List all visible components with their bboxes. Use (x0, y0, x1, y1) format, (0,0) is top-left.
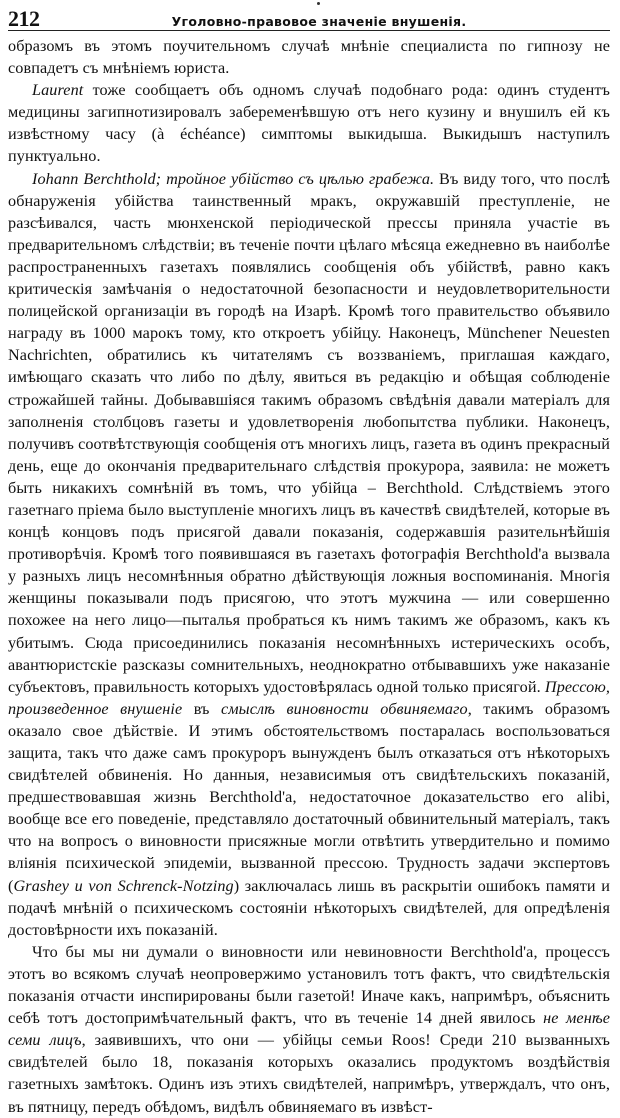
paragraph (8, 35, 610, 79)
paragraph (8, 168, 610, 941)
page-header (8, 6, 610, 31)
italic-text: Прессою, произведенное внушеніе (8, 677, 610, 718)
paragraph (8, 941, 610, 1118)
text-run: въ (182, 699, 221, 718)
body-text (8, 35, 610, 1118)
running-title: Уголовно-правовое значеніе внушенія. (171, 14, 467, 29)
text-run: Что бы мы ни думали о виновности или невиновности Berchthold'а, процессъ этотъ во всякомъ случаѣ неопровержимо установилъ тотъ фактъ, что свидѣтельскія показанія отчасти инспирированы были газетой! Иначе какъ, напримѣръ, объяснить себѣ тотъ достопримѣчательный фактъ, что въ теченіе 14 дней явилось (8, 942, 610, 1028)
italic-text: Laurent (32, 81, 84, 100)
paragraph (8, 79, 610, 167)
page-number: 212 (8, 6, 40, 31)
italic-text: смыслѣ виновности обвиняемаго (220, 699, 468, 718)
text-run: тоже сообщаетъ объ одномъ случаѣ подобнаго рода: одинъ студентъ медицины загипнотизировалъ забеременѣвшую отъ него кузину и внушилъ ей къ извѣстному часу (à échéance) симптомы выкидыша. Выкидышъ наступилъ пунктуально. (8, 81, 610, 166)
text-run: , такимъ образомъ оказало свое дѣйствіе. И этимъ обстоятельствомъ постаралась воспользоваться защита, такъ что даже самъ прокуроръ вынужденъ былъ отказаться отъ нѣкоторыхъ свидѣтелей обвиненія. Но данныя, независимыя отъ свидѣтельскихъ показаній, предшествовавшая жизнь Berchthold'а, недостаточное доказательство его alibi, вообще все его поведеніе, представляло достаточный обвинительный матеріалъ, такъ что на вопросъ о виновности присяжные могли отвѣтить утвердительно и помимо вліянія психической эпидеміи, вызванной прессою. Трудность задачи экспертовъ ( (8, 699, 610, 895)
italic-text: не менѣе семи лицъ (8, 1009, 611, 1050)
text-run: , заявившихъ, что они — убійцы семьи Roos! Среди 210 вызванныхъ свидѣтелей было 18, показанія которыхъ оказались продуктомъ воздѣйствія газетныхъ замѣтокъ. Одинъ изъ этихъ свидѣтелей, напримѣръ, утверждалъ, что онъ, въ пятницу, передъ обѣдомъ, видѣлъ обвиняемаго въ извѣст- (8, 1031, 610, 1116)
italic-text: Iohann Berchthold; тройное убійство съ цѣлью грабежа. (32, 169, 435, 188)
print-speck (317, 2, 320, 5)
text-run: Въ виду того, что послѣ обнаруженія убійства таинственный мракъ, окружавшій преступленіе, не разсѣивался, часть мюнхенской періодической прессы приняла участіе въ предварительномъ слѣдствіи; въ теченіе почти цѣлаго мѣсяца ежедневно въ наиболѣе распространенныхъ газетахъ появлялись сообщенія объ убійствѣ, равно какъ критическія замѣчанія о недостаточной безопасности и неудовлетворительности полицейской организаціи въ городѣ на Изарѣ. Кромѣ того правительство объявило награду въ 1000 марокъ тому, кто откроетъ убійцу. Наконецъ, Münchener Neuesten Nachrichten, обратились къ читателямъ съ воззваніемъ, приглашая каждаго, имѣющаго сказать что либо по дѣлу, явиться въ редакцію и обѣщая соблюденіе строжайшей тайны. Добывавшіяся такимъ образомъ свѣдѣнія давали матеріалъ для заполненія столбцовъ газеты и удовлетворенія любопытства публики. Наконецъ, получивъ соотвѣтствующія сообщенія отъ многихъ лицъ, газета въ одинъ прекрасный день, еще до окончанія предварительнаго слѣдствія прокурора, заявила: не можетъ быть никакихъ сомнѣній въ томъ, что убійца – Berchthold. Слѣдствіемъ этого газетнаго пріема было выступленіе многихъ лицъ въ качествѣ свидѣтелей, которые въ концѣ концовъ подъ присягой давали показанія, содержавшія разительнѣйшія противорѣчія. Кромѣ того появившаяся въ газетахъ фотографія Berchthold'а вызвала у разныхъ лицъ несомнѣнныя обратно дѣйствующія ложныя воспоминанія. Многія женщины показывали подъ присягою, что этотъ мужчина — или совершенно похожее на него лицо—пыталья пробраться къ нимъ такимъ же образомъ, какъ къ убитымъ. Сюда присоединились показанія несомнѣнныхъ истерическихъ особъ, авантюристскіе разсказы сомнительныхъ, неоднократно отбывавшихъ уже наказаніе субъектовъ, правильность которыхъ удостовѣрялась одной только присягой. (8, 169, 610, 696)
text-run: образомъ въ этомъ поучительномъ случаѣ мнѣніе специалиста по гипнозу не совпадетъ съ мнѣніемъ юриста. (8, 37, 610, 78)
italic-text: Grashey и von Schrenck-Notzing (13, 876, 234, 895)
text-run: ) заключалась лишь въ раскрытіи ошибокъ памяти и подачѣ мнѣній о психическомъ состояніи нѣкоторыхъ свидѣтелей, для опредѣленія достовѣрности ихъ показаній. (8, 876, 610, 939)
